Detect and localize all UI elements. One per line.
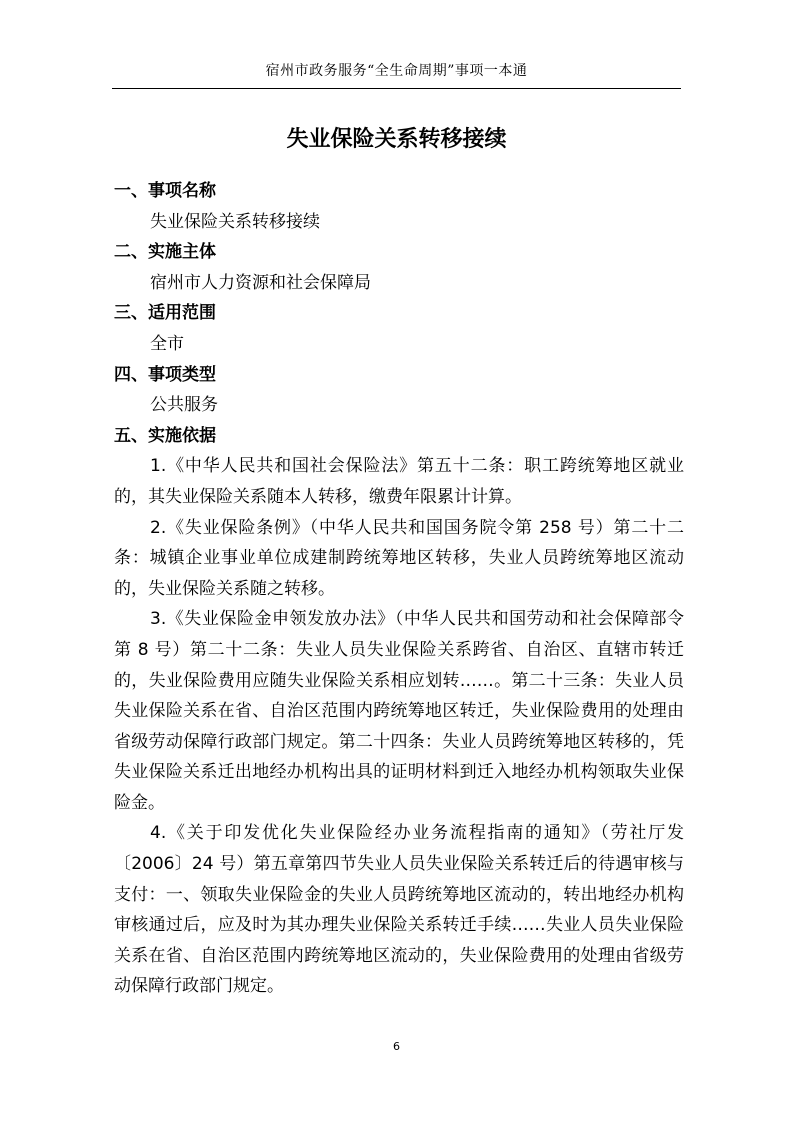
section-body-scope: 全市 — [150, 333, 184, 354]
basis-paragraph-2: 2.《失业保险条例》（中华人民共和国国务院令第 258 号）第二十二条：城镇企业事业单位成建制跨统筹地区转移，失业人员跨统筹地区流动的，失业保险关系随之转移。 — [114, 517, 684, 599]
section-body-item-type: 公共服务 — [150, 395, 218, 416]
running-header: 宿州市政务服务“全生命周期”事项一本通 — [265, 63, 528, 79]
section-heading-item-name: 一、事项名称 — [114, 181, 216, 201]
section-body-item-name: 失业保险关系转移接续 — [150, 211, 320, 232]
page-title: 失业保险关系转移接续 — [286, 127, 507, 152]
section-body-implementer: 宿州市人力资源和社会保障局 — [150, 272, 371, 293]
section-heading-legal-basis: 五、实施依据 — [114, 425, 216, 446]
section-heading-item-type: 四、事项类型 — [114, 364, 216, 385]
header-rule — [112, 88, 681, 89]
basis-paragraph-1: 1.《中华人民共和国社会保险法》第五十二条：职工跨统筹地区就业的，其失业保险关系随本人转移，缴费年限累计计算。 — [114, 456, 684, 507]
basis-paragraph-3: 3.《失业保险金申领发放办法》（中华人民共和国劳动和社会保障部令第 8 号）第二十二条：失业人员失业保险关系跨省、自治区、直辖市转迁的，失业保险费用应随失业保险关系相应划转……。第二十三条：失业人员失业保险关系在省、自治区范围内跨统筹地区转迁，失业保险费用的处理由省级劳动保障行政部门规定。第二十四条：失业人员跨统筹地区转移的，凭失业保险关系迁出地经办机构出具的证明材料到迁入地经办机构领取失业保险金。 — [114, 609, 684, 813]
document-body — [114, 176, 684, 1002]
section-heading-implementer: 二、实施主体 — [114, 242, 216, 263]
basis-paragraph-4: 4.《关于印发优化失业保险经办业务流程指南的通知》（劳社厅发〔2006〕24 号）第五章第四节失业人员失业保险关系转迁后的待遇审核与支付：一、领取失业保险金的失业人员跨统筹地区流动的，转出地经办机构审核通过后，应及时为其办理失业保险关系转迁手续……失业人员失业保险关系在省、自治区范围内跨统筹地区流动的，失业保险费用的处理由省级劳动保障行政部门规定。 — [114, 823, 684, 997]
section-heading-scope: 三、适用范围 — [114, 303, 216, 324]
page-number: 6 — [393, 1040, 400, 1053]
